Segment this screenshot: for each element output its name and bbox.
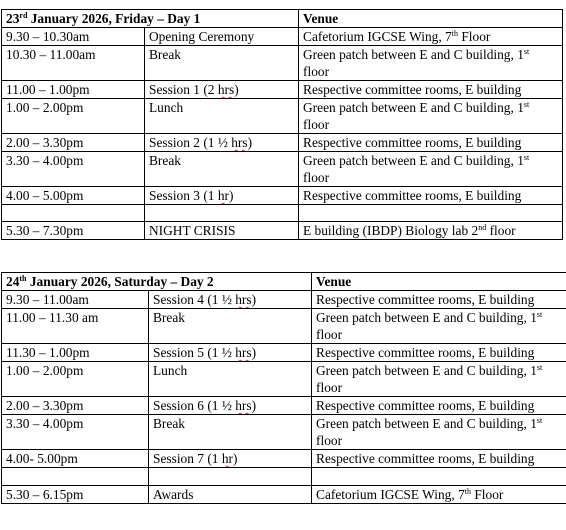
table-row bbox=[2, 450, 566, 468]
table-row bbox=[2, 309, 566, 344]
time-cell: 4.00 – 5.00pm bbox=[2, 187, 145, 205]
table-row bbox=[2, 187, 563, 205]
time-cell: 2.00 – 3.30pm bbox=[2, 397, 149, 415]
venue-cell: Green patch between E and C building, 1st floor bbox=[299, 46, 563, 81]
empty-cell bbox=[145, 205, 299, 222]
event-cell: Session 4 (1 ½ hrs) bbox=[149, 291, 312, 309]
venue-cell: Respective committee rooms, E building bbox=[299, 81, 563, 99]
event-cell: Break bbox=[149, 309, 312, 344]
time-cell: 3.30 – 4.00pm bbox=[2, 415, 149, 450]
event-cell: Session 1 (2 hrs) bbox=[145, 81, 299, 99]
event-cell: Session 3 (1 hr) bbox=[145, 187, 299, 205]
day2-header-row bbox=[2, 273, 566, 291]
time-cell: 11.00 – 11.30 am bbox=[2, 309, 149, 344]
event-cell: Break bbox=[149, 415, 312, 450]
event-cell: Session 2 (1 ½ hrs) bbox=[145, 134, 299, 152]
time-cell: 5.30 – 7.30pm bbox=[2, 222, 145, 240]
event-cell: Awards bbox=[149, 486, 312, 504]
event-cell: Lunch bbox=[145, 99, 299, 134]
time-cell: 3.30 – 4.00pm bbox=[2, 152, 145, 187]
empty-row bbox=[2, 468, 566, 486]
table-row bbox=[2, 486, 566, 504]
venue-cell: Green patch between E and C building, 1st floor bbox=[312, 309, 566, 344]
empty-cell bbox=[299, 205, 563, 222]
day2-title: 24th January 2026, Saturday – Day 2 bbox=[2, 273, 312, 291]
table-row bbox=[2, 362, 566, 397]
empty-cell bbox=[2, 205, 145, 222]
event-cell: Session 6 (1 ½ hrs) bbox=[149, 397, 312, 415]
time-cell: 1.00 – 2.00pm bbox=[2, 99, 145, 134]
day2-schedule-table bbox=[1, 272, 566, 504]
empty-cell bbox=[312, 468, 566, 486]
time-cell: 5.30 – 6.15pm bbox=[2, 486, 149, 504]
day1-header-row bbox=[2, 10, 563, 28]
table-row bbox=[2, 46, 563, 81]
table-row bbox=[2, 291, 566, 309]
event-cell: Break bbox=[145, 46, 299, 81]
table-row bbox=[2, 222, 563, 240]
event-cell: Lunch bbox=[149, 362, 312, 397]
venue-cell: Green patch between E and C building, 1st floor bbox=[299, 152, 563, 187]
table-row bbox=[2, 134, 563, 152]
venue-cell: Respective committee rooms, E building bbox=[312, 291, 566, 309]
day1-title: 23rd January 2026, Friday – Day 1 bbox=[2, 10, 299, 28]
time-cell: 11.00 – 1.00pm bbox=[2, 81, 145, 99]
table-row bbox=[2, 397, 566, 415]
table-row bbox=[2, 81, 563, 99]
venue-cell: Respective committee rooms, E building bbox=[299, 187, 563, 205]
time-cell: 11.30 – 1.00pm bbox=[2, 344, 149, 362]
venue-cell: Respective committee rooms, E building bbox=[299, 134, 563, 152]
table-row bbox=[2, 415, 566, 450]
empty-cell bbox=[149, 468, 312, 486]
table-row bbox=[2, 152, 563, 187]
event-cell: Opening Ceremony bbox=[145, 28, 299, 46]
event-cell: NIGHT CRISIS bbox=[145, 222, 299, 240]
time-cell: 1.00 – 2.00pm bbox=[2, 362, 149, 397]
event-cell: Session 7 (1 hr) bbox=[149, 450, 312, 468]
venue-cell: E building (IBDP) Biology lab 2nd floor bbox=[299, 222, 563, 240]
table-row bbox=[2, 344, 566, 362]
day1-schedule-table bbox=[1, 9, 563, 240]
venue-cell: Green patch between E and C building, 1st floor bbox=[299, 99, 563, 134]
empty-row bbox=[2, 205, 563, 222]
empty-cell bbox=[2, 468, 149, 486]
venue-cell: Green patch between E and C building, 1st floor bbox=[312, 415, 566, 450]
venue-cell: Green patch between E and C building, 1st floor bbox=[312, 362, 566, 397]
event-cell: Break bbox=[145, 152, 299, 187]
venue-cell: Respective committee rooms, E building bbox=[312, 450, 566, 468]
time-cell: 10.30 – 11.00am bbox=[2, 46, 145, 81]
event-cell: Session 5 (1 ½ hrs) bbox=[149, 344, 312, 362]
table-row bbox=[2, 28, 563, 46]
time-cell: 2.00 – 3.30pm bbox=[2, 134, 145, 152]
venue-cell: Respective committee rooms, E building bbox=[312, 397, 566, 415]
time-cell: 9.30 – 11.00am bbox=[2, 291, 149, 309]
venue-cell: Respective committee rooms, E building bbox=[312, 344, 566, 362]
day2-venue-header: Venue bbox=[312, 273, 566, 291]
venue-cell: Cafetorium IGCSE Wing, 7th Floor bbox=[299, 28, 563, 46]
time-cell: 9.30 – 10.30am bbox=[2, 28, 145, 46]
day1-venue-header: Venue bbox=[299, 10, 563, 28]
time-cell: 4.00- 5.00pm bbox=[2, 450, 149, 468]
venue-cell: Cafetorium IGCSE Wing, 7th Floor bbox=[312, 486, 566, 504]
table-row bbox=[2, 99, 563, 134]
